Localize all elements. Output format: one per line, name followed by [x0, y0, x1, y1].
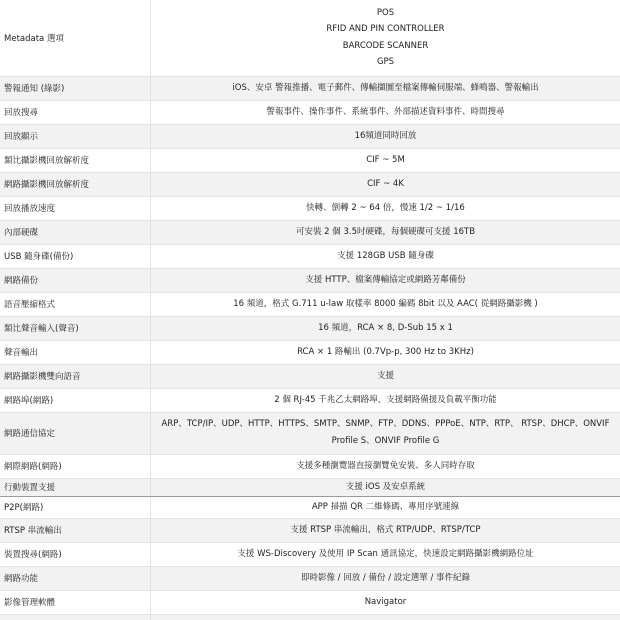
- spec-value: [151, 0, 620, 76]
- spec-label: 網路通信協定: [0, 412, 151, 454]
- spec-value: [151, 268, 620, 292]
- spec-row: [0, 518, 620, 542]
- spec-label: 語音壓縮格式: [0, 292, 151, 316]
- spec-value: [151, 124, 620, 148]
- spec-value-line: 支援: [376, 370, 394, 381]
- spec-row: [0, 590, 620, 614]
- spec-row: [0, 172, 620, 196]
- spec-row: [0, 124, 620, 148]
- spec-row: [0, 148, 620, 172]
- spec-label: 網路功能: [0, 566, 151, 590]
- spec-value-line: BARCODE SCANNER: [342, 40, 429, 51]
- spec-row: [0, 542, 620, 566]
- spec-value-line: 支援 128GB USB 隨身碟: [337, 250, 434, 261]
- spec-label: 網路攝影機回放解析度: [0, 172, 151, 196]
- spec-value-line: POS: [376, 7, 395, 18]
- spec-label: 聲音輸出: [0, 340, 151, 364]
- spec-value-line: 支援 HTTP、檔案傳輸協定或網路芳鄰備份: [305, 274, 466, 285]
- spec-row: [0, 292, 620, 316]
- spec-row: [0, 454, 620, 478]
- spec-row: [0, 614, 620, 620]
- spec-label: 回放搜尋: [0, 100, 151, 124]
- spec-value-line: 即時影像 / 回放 / 備份 / 設定選單 / 事件紀錄: [300, 572, 471, 583]
- spec-value: [151, 148, 620, 172]
- spec-value-line: ARP、TCP/IP、UDP、HTTP、HTTPS、SMTP、SNMP、FTP、DDNS、PPPoE、NTP、RTP、 RTSP、DHCP、ONVIF: [161, 419, 610, 430]
- spec-value: [151, 614, 620, 620]
- spec-row: [0, 76, 620, 100]
- spec-value-line: Navigator: [364, 596, 407, 607]
- spec-value-line: 16頻道同時回放: [354, 130, 417, 141]
- spec-value-line: 支援 RTSP 串流輸出，格式 RTP/UDP、RTSP/TCP: [290, 524, 481, 535]
- spec-label: 警報通知 (綠影): [0, 76, 151, 100]
- spec-value-line: 支援多種瀏覽器直接瀏覽免安裝、多人同時存取: [296, 460, 475, 471]
- spec-value-line: 支援 WS-Discovery 及使用 IP Scan 通訊協定，快速設定網路攝影機網路位址: [237, 548, 534, 559]
- spec-value: [151, 316, 620, 340]
- spec-label: [0, 614, 151, 620]
- spec-label: 內部硬碟: [0, 220, 151, 244]
- spec-value-line: 可安裝 2 個 3.5吋硬碟，每個硬碟可支援 16TB: [295, 226, 476, 237]
- spec-label: 回放顯示: [0, 124, 151, 148]
- spec-value: [151, 196, 620, 220]
- spec-value-line: 支援 iOS 及安卓系統: [345, 481, 426, 492]
- spec-value-line: 快轉、倒轉 2 ~ 64 倍，慢速 1/2 ~ 1/16: [306, 202, 465, 213]
- spec-value-line: 2 個 RJ-45 千兆乙太網路埠，支援網路備援及負載平衡功能: [274, 394, 497, 405]
- spec-label: 網路備份: [0, 268, 151, 292]
- spec-value-line: GPS: [376, 57, 395, 68]
- spec-label: Metadata 選項: [0, 0, 151, 76]
- spec-label: 影像管理軟體: [0, 590, 151, 614]
- spec-label: 類比聲音輸入(聲音): [0, 316, 151, 340]
- spec-value: [151, 220, 620, 244]
- spec-value: [151, 566, 620, 590]
- spec-row: [0, 316, 620, 340]
- spec-row: [0, 244, 620, 268]
- spec-row: [0, 196, 620, 220]
- spec-row: [0, 388, 620, 412]
- spec-value: [151, 454, 620, 478]
- spec-value: [151, 292, 620, 316]
- spec-value-line: iOS、安卓 警報推播、電子郵件、傳輸擷圖至檔案傳輸伺服端、蜂鳴器、警報輸出: [232, 82, 539, 93]
- spec-row: [0, 268, 620, 292]
- spec-value: [151, 496, 620, 518]
- spec-value-line: CIF ~ 5M: [366, 154, 405, 165]
- spec-value: [151, 518, 620, 542]
- spec-label: USB 隨身碟(備份): [0, 244, 151, 268]
- spec-row: [0, 220, 620, 244]
- spec-value-line: 16 頻道，RCA × 8, D-Sub 15 x 1: [318, 322, 453, 333]
- spec-value: [151, 388, 620, 412]
- spec-label: 行動裝置支援: [0, 478, 151, 496]
- spec-value-line: APP 掃描 QR 二維條碼、專用序號連線: [311, 501, 460, 512]
- spec-value: [151, 542, 620, 566]
- spec-value: [151, 590, 620, 614]
- spec-label: 裝置搜尋(網路): [0, 542, 151, 566]
- spec-value: [151, 412, 620, 454]
- spec-row: [0, 100, 620, 124]
- spec-value: [151, 478, 620, 496]
- spec-value-line: Profile S、ONVIF Profile G: [331, 436, 440, 446]
- spec-label: P2P(網路): [0, 496, 151, 518]
- spec-row: [0, 496, 620, 518]
- spec-value-line: CIF ~ 4K: [367, 178, 404, 189]
- spec-value: [151, 244, 620, 268]
- spec-label: 網際網路(網路): [0, 454, 151, 478]
- spec-row: [0, 566, 620, 590]
- spec-row: [0, 412, 620, 454]
- spec-value: [151, 76, 620, 100]
- spec-value: [151, 100, 620, 124]
- spec-label: 回放播放速度: [0, 196, 151, 220]
- spec-value-line: RFID AND PIN CONTROLLER: [326, 24, 445, 35]
- spec-label: 類比攝影機回放解析度: [0, 148, 151, 172]
- spec-label: 網路埠(網路): [0, 388, 151, 412]
- spec-label: 網路攝影機雙向語音: [0, 364, 151, 388]
- spec-value-line: RCA × 1 路輸出 (0.7Vp-p, 300 Hz to 3KHz): [297, 346, 474, 357]
- spec-value-line: 16 頻道，格式 G.711 u-law 取樣率 8000 編碼 8bit 以及 AAC( 從網路攝影機 ): [233, 298, 538, 309]
- spec-value-line: 警報事件、操作事件、系統事件、外部描述資料事件、時間搜尋: [266, 106, 505, 117]
- spec-row: [0, 364, 620, 388]
- spec-value: [151, 340, 620, 364]
- spec-row: [0, 478, 620, 496]
- spec-value: [151, 364, 620, 388]
- spec-row: [0, 0, 620, 76]
- spec-value: [151, 172, 620, 196]
- spec-label: RTSP 串流輸出: [0, 518, 151, 542]
- spec-row: [0, 340, 620, 364]
